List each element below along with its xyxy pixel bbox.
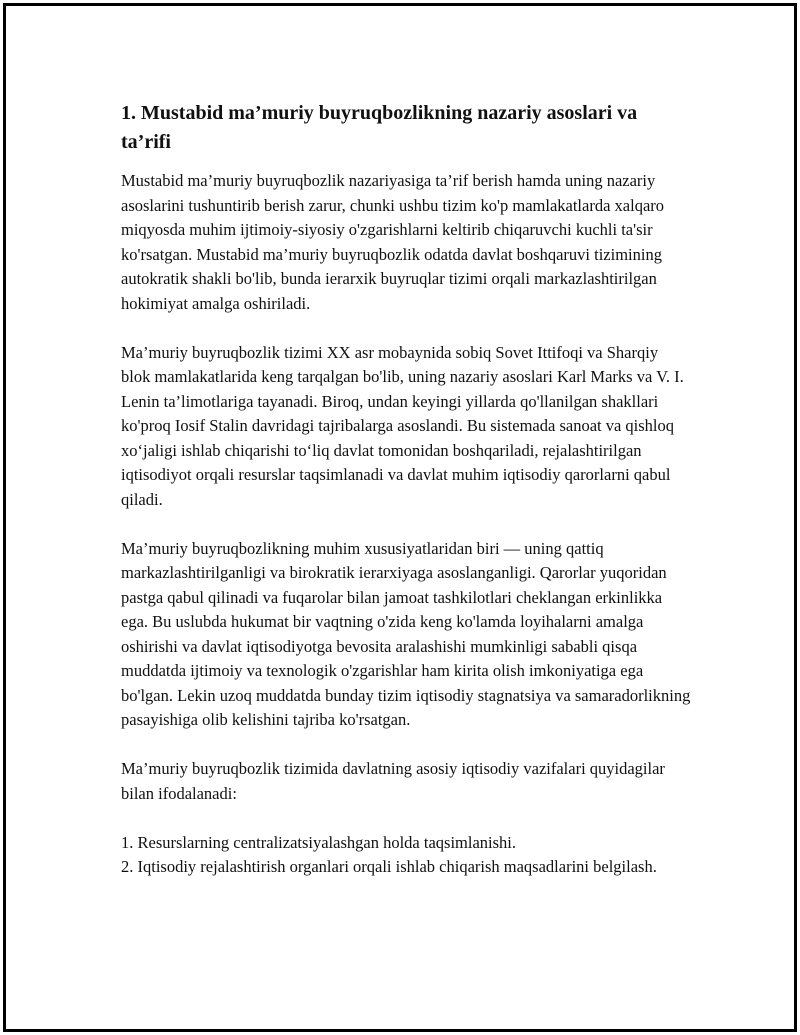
functions-list xyxy=(121,831,691,880)
list-item: 2. Iqtisodiy rejalashtirish organlari orqali ishlab chiqarish maqsadlarini belgilash. xyxy=(121,857,657,876)
section-heading: 1. Mustabid ma’muriy buyruqbozlikning nazariy asoslari va ta’rifi xyxy=(121,102,638,153)
paragraph-functions-intro: Ma’muriy buyruqbozlik tizimida davlatning asosiy iqtisodiy vazifalari quyidagilar bilan ifodalanadi: xyxy=(121,759,665,803)
paragraph-features: Ma’muriy buyruqbozlikning muhim xususiyatlaridan biri — uning qattiq markazlashtirilganligi va birokratik ierarxiyaga asoslanganligi. Qarorlar yuqoridan pastga qabul qilinadi va fuqarolar bilan jamoat tashkilotlari cheklangan erkinlikka ega. Bu uslubda hukumat bir vaqtning o'zida keng ko'lamda loyihalarni amalga oshirishi va davlat iqtisodiyotga bevosita aralashishi mumkinligi sababli qisqa muddatda ijtimoiy va texnologik o'zgarishlar ham kirita olish imkoniyatiga ega bo'lgan. Lekin uzoq muddatda bunday tizim iqtisodiy stagnatsiya va samaradorlikning pasayishiga olib kelishini tajriba ko'rsatgan. xyxy=(121,538,691,729)
document-body xyxy=(121,99,691,880)
paragraph-history: Ma’muriy buyruqbozlik tizimi XX asr mobaynida sobiq Sovet Ittifoqi va Sharqiy blok mamlakatlarida keng tarqalgan bo'lib, uning nazariy asoslari Karl Marks va V. I. Lenin ta’limotlariga tayanadi. Biroq, undan keyingi yillarda qo'llanilgan shakllari ko'proq Iosif Stalin davridagi tajribalarga asoslandi. Bu sistemada sanoat va qishloq xo‘jaligi ishlab chiqarishi to‘liq davlat tomonidan boshqariladi, rejalashtirilgan iqtisodiyot orqali resurslar taqsimlanadi va davlat muhim iqtisodiy qarorlarni qabul qiladi. xyxy=(121,342,684,509)
paragraph-definition: Mustabid ma’muriy buyruqbozlik nazariyasiga ta’rif berish hamda uning nazariy asoslarini tushuntirib berish zarur, chunki ushbu tizim ko'p mamlakatlarda xalqaro miqyosda muhim ijtimoiy-siyosiy o'zgarishlarni keltirib chiqaruvchi kuchli ta'sir ko'rsatgan. Mustabid ma’muriy buyruqbozlik odatda davlat boshqaruvi tizimining autokratik shakli bo'lib, bunda ierarxik buyruqlar tizimi orqali markazlashtirilgan hokimiyat amalga oshiriladi. xyxy=(121,171,665,313)
page-border xyxy=(3,3,797,1032)
list-item: 1. Resurslarning centralizatsiyalashgan holda taqsimlanishi. xyxy=(121,832,516,852)
